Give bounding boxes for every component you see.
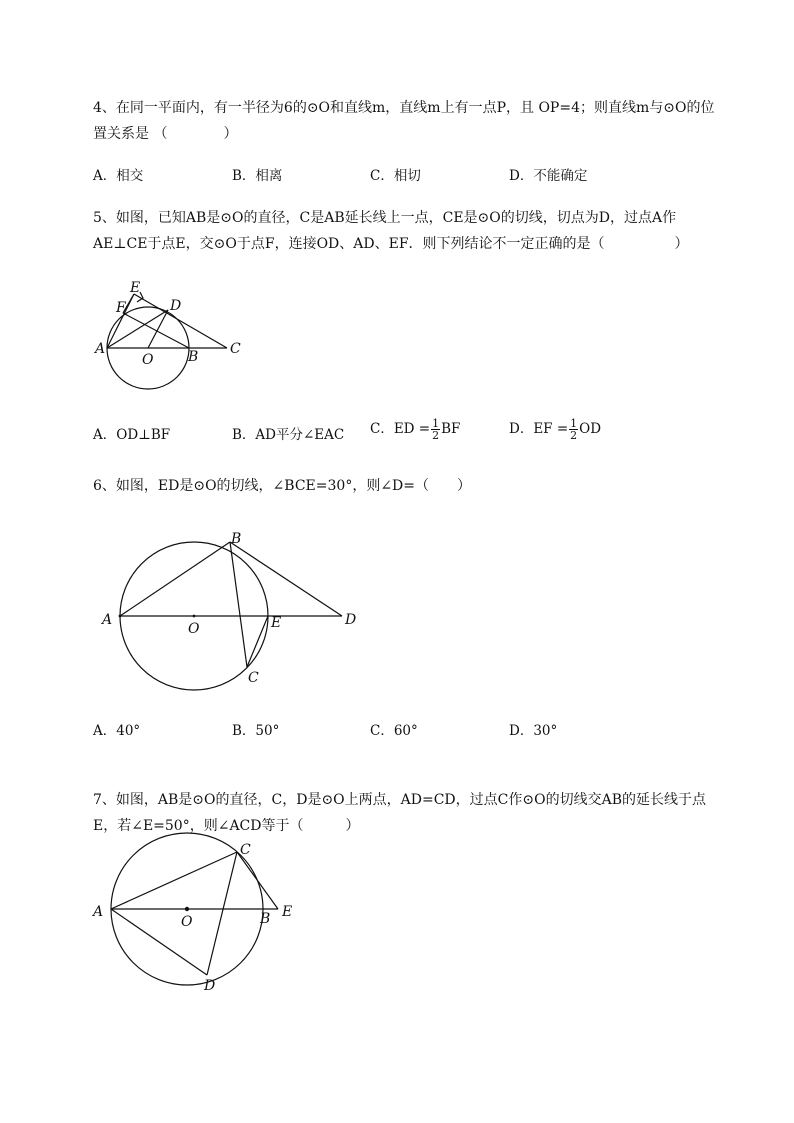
- q4-option-a[interactable]: A．相交: [93, 168, 144, 184]
- q5-label-f: F: [116, 300, 126, 316]
- q7-label-c: C: [240, 842, 251, 858]
- q7-label-e: E: [282, 904, 293, 920]
- q5-option-d-prefix: D．EF =: [509, 421, 569, 437]
- q7-line-ac: [111, 852, 237, 909]
- q7-center-dot: [185, 907, 189, 911]
- q6-label-c: C: [248, 670, 259, 686]
- q4-option-d[interactable]: D．不能确定: [509, 168, 588, 184]
- q5-figure: [90, 280, 260, 395]
- q6-label-o: O: [188, 621, 200, 637]
- q5-label-d: D: [170, 298, 182, 314]
- q5-label-e: E: [130, 280, 141, 296]
- q6-figure: [100, 528, 370, 693]
- q6-stem-line1: 6、如图，ED是⊙O的切线，∠BCE=30°，则∠D=（ ）: [93, 478, 471, 494]
- q5-option-c[interactable]: [370, 418, 460, 441]
- q7-label-a: A: [93, 904, 104, 920]
- q6-option-c[interactable]: C．60°: [370, 723, 418, 739]
- q5-label-a: A: [95, 341, 106, 357]
- q6-label-e: E: [271, 615, 282, 631]
- q7-label-b: B: [260, 911, 271, 927]
- q4-stem-line2: 置关系是 （ ）: [93, 126, 238, 142]
- q5-option-b[interactable]: B．AD平分∠EAC: [232, 427, 345, 443]
- q5-option-d-fraction: $\frac{1}{2}$: [570, 417, 578, 442]
- q4-option-b[interactable]: B．相离: [232, 168, 283, 184]
- q5-line-bf: [123, 313, 189, 348]
- q6-option-b[interactable]: B．50°: [232, 723, 280, 739]
- q4-option-c[interactable]: C．相切: [370, 168, 421, 184]
- q5-option-a[interactable]: A．OD⊥BF: [93, 427, 171, 443]
- q6-line-bc: [230, 542, 247, 667]
- q5-option-d-suffix: OD: [579, 421, 602, 437]
- q6-point-a: [119, 615, 122, 618]
- q6-line-bd: [230, 542, 342, 616]
- q6-option-d[interactable]: D．30°: [509, 723, 558, 739]
- q7-stem-line2: E，若∠E=50°，则∠ACD等于（ ）: [93, 818, 360, 834]
- q4-stem-line1: 4、在同一平面内，有一半径为6的⊙O和直线m，直线m上有一点P，且 OP=4；则直线m与⊙O的位: [93, 100, 715, 116]
- q6-center-dot: [193, 615, 196, 618]
- q7-line-ad: [111, 909, 207, 975]
- q6-label-b: B: [231, 531, 242, 547]
- q6-line-ce: [247, 616, 268, 667]
- q7-line-cd: [207, 852, 237, 975]
- q5-stem-line1: 5、如图，已知AB是⊙O的直径，C是AB延长线上一点，CE是⊙O的切线，切点为D，过点A作: [93, 210, 677, 226]
- q5-option-c-fraction: $\frac{1}{2}$: [432, 417, 440, 442]
- q5-label-b: B: [188, 349, 199, 365]
- q6-option-a[interactable]: A．40°: [93, 723, 141, 739]
- q5-option-c-prefix: C．ED =: [370, 421, 431, 437]
- q6-label-a: A: [102, 612, 113, 628]
- q7-stem-line1: 7、如图，AB是⊙O的直径，C，D是⊙O上两点，AD=CD，过点C作⊙O的切线交AB的延长线于点: [93, 792, 706, 808]
- q7-figure: [90, 838, 310, 998]
- q5-option-c-suffix: BF: [441, 421, 461, 437]
- q5-option-d[interactable]: [509, 418, 601, 441]
- q7-line-ce: [237, 852, 278, 909]
- q6-label-d: D: [345, 612, 357, 628]
- q7-label-o: O: [181, 914, 193, 930]
- q7-label-d: D: [204, 978, 216, 994]
- q5-label-o: O: [142, 352, 154, 368]
- q5-stem-line2: AE⊥CE于点E，交⊙O于点F，连接OD、AD、EF．则下列结论不一定正确的是（ ）: [93, 236, 689, 252]
- q6-line-ab: [120, 542, 230, 616]
- q5-label-c: C: [230, 341, 241, 357]
